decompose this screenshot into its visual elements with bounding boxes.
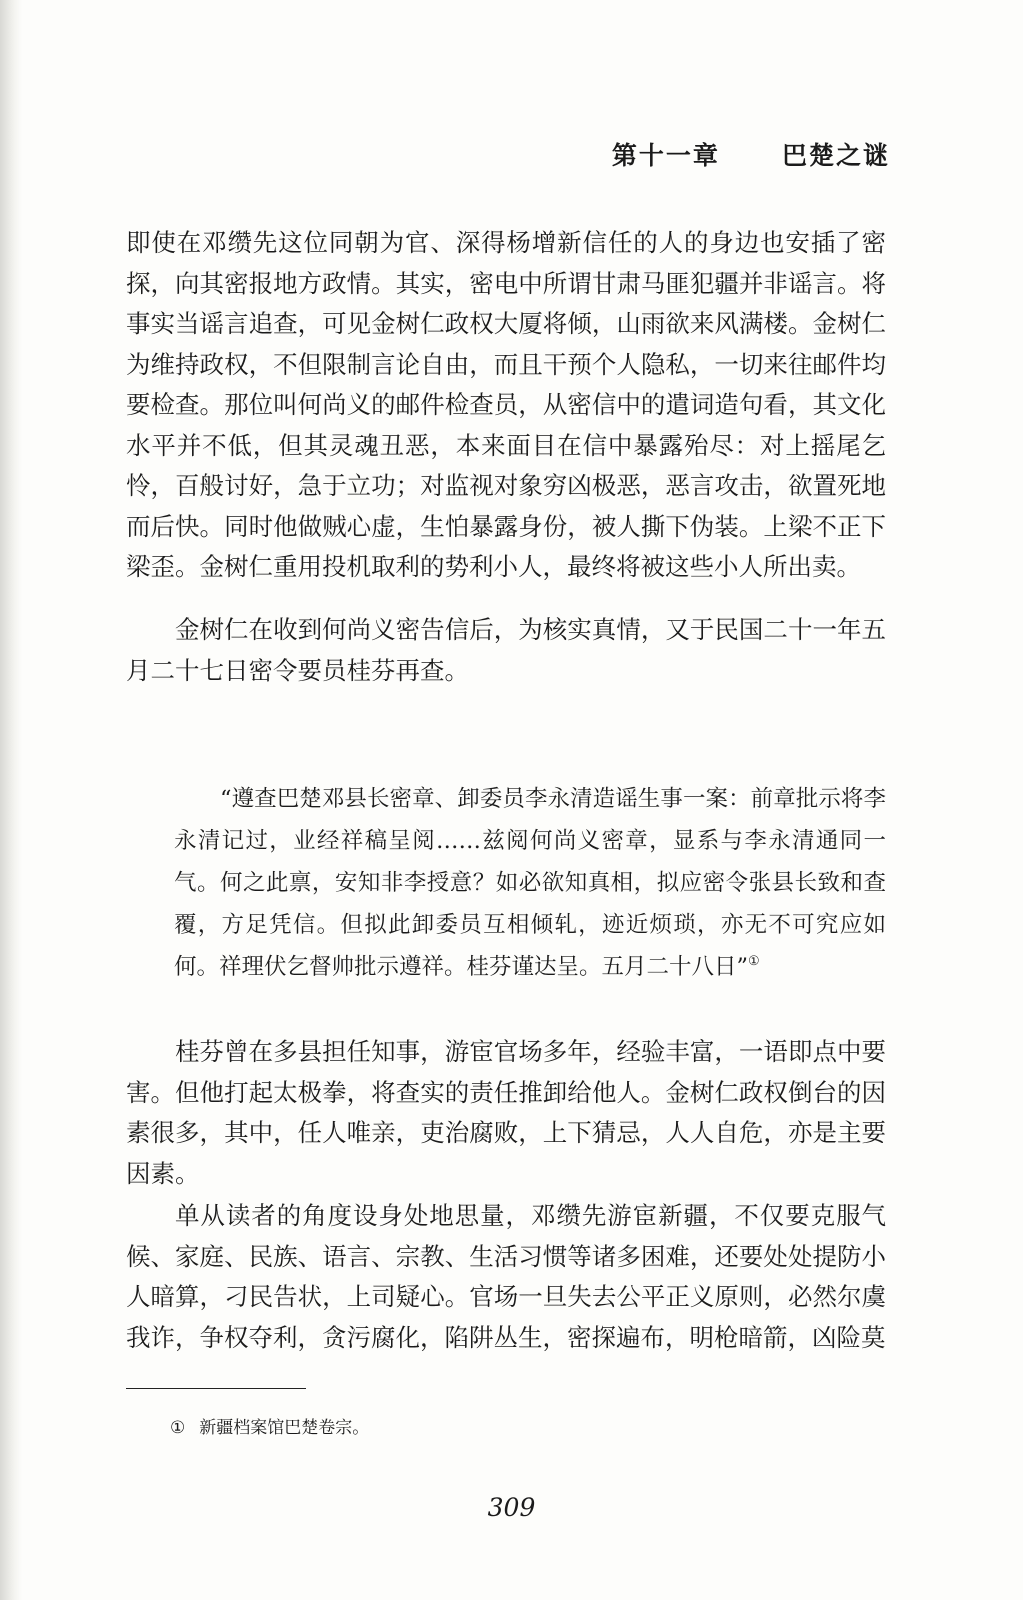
footnote-divider — [126, 1388, 306, 1389]
body-paragraph: 单从读者的角度设身处地思量，邓缵先游宦新疆，不仅要克服气候、家庭、民族、语言、宗教、生活习惯等诸多困难，还要处处提防小人暗算，刁民告状，上司疑心。官场一旦失去公平正义原则，必然尔虞我诈，争权夺利，贪污腐化，陷阱丛生，密探遍布，明枪暗箭，凶险莫 — [126, 1201, 886, 1352]
body-paragraph: 即使在邓缵先这位同朝为官、深得杨增新信任的人的身边也安插了密探，向其密报地方政情。其实，密电中所谓甘肃马匪犯疆并非谣言。将事实当谣言追查，可见金树仁政权大厦将倾，山雨欲来风满楼。金树仁为维持政权，不但限制言论自由，而且干预个人隐私，一切来往邮件均要检查。那位叫何尚义的邮件检查员，从密信中的遣词造句看，其文化水平并不低，但其灵魂丑恶，本来面目在信中暴露殆尽：对上摇尾乞怜，百般讨好，急于立功；对监视对象穷凶极恶，恶言攻击，欲置死地而后快。同时他做贼心虚，生怕暴露身份，被人撕下伪装。上梁不正下梁歪。金树仁重用投机取利的势利小人，最终将被这些小人所出卖。 — [126, 228, 886, 581]
quote-text: “遵查巴楚邓县长密章、卸委员李永清造谣生事一案：前章批示将李永清记过，业经祥稿呈阅……兹阅何尚义密章，显系与李永清通同一气。何之此禀，安知非李授意？如必欲知真相，拟应密令张县长致和查覆，方足凭信。但拟此卸委员互相倾轧，迹近烦琐，亦无不可究应如何。祥理伏乞督帅批示遵祥。桂芬谨达呈。五月二十八日” — [174, 786, 886, 980]
footnote-text: 新疆档案馆巴楚卷宗。 — [199, 1418, 370, 1438]
body-paragraph: 桂芬曾在多县担任知事，游宦官场多年，经验丰富，一语即点中要害。但他打起太极拳，将查实的责任推卸给他人。金树仁政权倒台的因素很多，其中，任人唯亲，吏治腐败，上下猜忌，人人自危，亦是主要因素。 — [126, 1037, 886, 1188]
footnote — [170, 1416, 369, 1440]
scan-edge-shadow — [0, 0, 22, 1600]
chapter-number: 第十一章 — [611, 141, 720, 170]
chapter-title: 巴楚之谜 — [781, 141, 890, 170]
footnote-marker: ① — [170, 1418, 186, 1438]
page-number: 309 — [487, 1493, 536, 1522]
footnote-reference[interactable]: ① — [748, 954, 760, 969]
running-header — [612, 136, 890, 172]
body-paragraph: 金树仁在收到何尚义密告信后，为核实真情，又于民国二十一年五月二十七日密令要员桂芬再查。 — [126, 615, 886, 685]
block-quote — [174, 778, 886, 988]
